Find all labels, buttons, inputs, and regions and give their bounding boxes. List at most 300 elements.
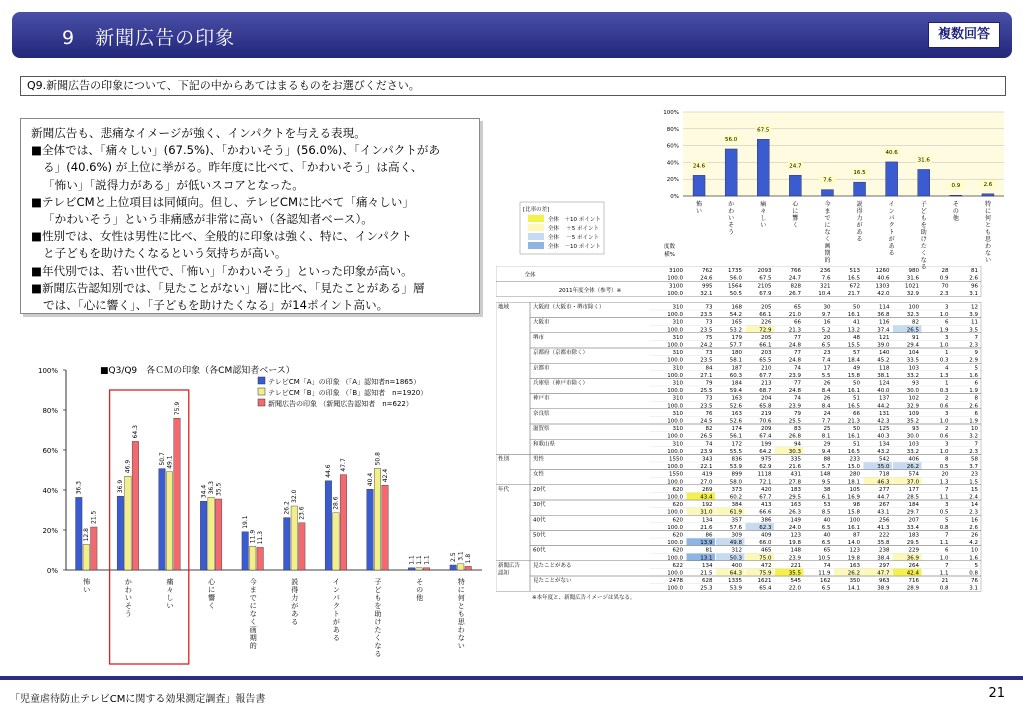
row-base-pct: 100.0 <box>667 570 683 577</box>
count-cell: 6 <box>974 410 978 417</box>
count-cell: 81 <box>971 268 978 275</box>
pct-cell: 13.2 <box>847 327 860 334</box>
row-label: 男性 <box>533 456 545 463</box>
pct-cell: 1.0 <box>939 448 949 455</box>
pct-cell: 21.0 <box>788 312 801 319</box>
pct-cell: 0.3 <box>939 388 949 395</box>
count-cell: 1335 <box>728 578 742 585</box>
count-cell: 134 <box>702 562 713 569</box>
pct-cell: 49.8 <box>729 540 742 547</box>
pct-cell: 11.9 <box>818 570 831 577</box>
data-label: 36.3 <box>75 481 83 495</box>
count-cell: 134 <box>702 517 713 524</box>
pct-cell: 66.1 <box>759 312 772 319</box>
pct-cell: 0.6 <box>939 403 949 410</box>
pct-cell: 30.0 <box>906 388 919 395</box>
count-cell: 66 <box>794 319 801 326</box>
pct-cell: 2.9 <box>969 357 978 364</box>
row-label: 2011年度全体（参考）※ <box>558 287 622 294</box>
count-cell: 1260 <box>875 268 890 275</box>
pct-cell: 53.9 <box>729 585 742 592</box>
count-cell: 121 <box>879 334 890 341</box>
category-label: 怖い <box>83 578 91 594</box>
row-base: 310 <box>672 380 683 387</box>
bar <box>886 162 898 196</box>
bar <box>117 496 124 570</box>
count-cell: 48 <box>853 334 860 341</box>
data-label: 0.9 <box>951 183 961 190</box>
count-cell: 716 <box>908 578 919 585</box>
row-label: 40代 <box>533 517 546 524</box>
summary-line: ■テレビCMと上位項目は同傾向。但し、テレビCMに比べて「痛々しい」 <box>31 194 414 209</box>
row-label: 神戸市 <box>533 395 550 402</box>
count-cell: 899 <box>731 471 742 478</box>
row-base-pct: 100.0 <box>667 388 683 395</box>
bar <box>408 568 415 570</box>
y-tick-label: 40% <box>666 160 679 167</box>
row-base-pct: 100.0 <box>667 555 683 562</box>
chart-title: ■Q3/Q9 各ＣＭの印象（各CM認知者ベース） <box>100 366 295 376</box>
data-label: 36.9 <box>117 479 125 494</box>
count-cell: 280 <box>849 471 860 478</box>
pct-cell: 3.9 <box>969 312 978 319</box>
count-cell: 184 <box>731 380 742 387</box>
y-tick-label: 20% <box>666 177 679 184</box>
pct-cell: 22.1 <box>700 464 713 471</box>
row-base-pct: 100.0 <box>667 464 683 471</box>
data-label: 36.3 <box>207 481 215 495</box>
count-cell: 6 <box>945 547 949 554</box>
count-cell: 357 <box>731 517 742 524</box>
pct-cell: 38.9 <box>877 585 890 592</box>
row-label: 大阪市 <box>533 319 550 326</box>
row-base-pct: 100.0 <box>667 290 683 297</box>
summary-line: ■性別では、女性は男性に比べ、全般的に印象は強く、特に、インパクト <box>31 229 412 244</box>
pct-cell: 5.2 <box>821 327 831 334</box>
cm-comparison-chart <box>20 360 490 672</box>
count-cell: 203 <box>761 350 772 357</box>
pct-cell: 24.2 <box>700 342 713 349</box>
count-cell: 9 <box>974 350 978 357</box>
pct-cell: 67.4 <box>759 433 772 440</box>
bar <box>854 182 866 196</box>
pct-cell: 29.5 <box>906 540 919 547</box>
row-base-pct: 100.0 <box>667 418 683 425</box>
bar <box>789 175 801 196</box>
count-cell: 431 <box>790 471 801 478</box>
count-cell: 65 <box>794 304 801 311</box>
count-cell: 718 <box>879 471 890 478</box>
count-cell: 3 <box>945 334 949 341</box>
count-cell: 163 <box>849 562 860 569</box>
pct-label: 横% <box>664 252 675 258</box>
count-cell: 40 <box>823 532 831 539</box>
row-base: 310 <box>672 410 683 417</box>
data-label: 35.5 <box>215 482 223 496</box>
count-cell: 3 <box>945 441 949 448</box>
pct-cell: 1.0 <box>939 555 949 562</box>
pct-cell: 5.5 <box>821 372 831 379</box>
pct-cell: 3.1 <box>969 290 978 297</box>
data-label: 2.5 <box>449 552 457 562</box>
legend-swatch <box>258 377 265 384</box>
pct-cell: 21.6 <box>788 464 801 471</box>
summary-line: 「怖い」「説得力がある」が低いスコアとなった。 <box>43 177 304 192</box>
count-cell: 177 <box>908 486 919 493</box>
pct-cell: 16.1 <box>847 388 860 395</box>
data-label: 40.4 <box>366 472 374 487</box>
pct-cell: 13.1 <box>700 555 713 562</box>
pct-cell: 43.2 <box>877 448 890 455</box>
row-base: 2478 <box>669 578 683 585</box>
count-cell: 124 <box>879 380 890 387</box>
y-tick-label: 80% <box>42 407 58 415</box>
pct-cell: 8.5 <box>821 509 831 516</box>
pct-cell: 0.3 <box>939 357 949 364</box>
count-cell: 277 <box>879 486 890 493</box>
newspaper-impression-chart <box>490 104 1016 276</box>
count-cell: 16 <box>971 517 978 524</box>
count-cell: 7 <box>945 532 949 539</box>
pct-cell: 0.8 <box>939 585 949 592</box>
pct-cell: 6.1 <box>821 494 831 501</box>
count-cell: 238 <box>879 547 890 554</box>
count-cell: 93 <box>912 426 919 433</box>
category-label: 痛々しい <box>760 201 767 229</box>
pct-cell: 70.6 <box>759 418 772 425</box>
multiple-answer-badge: 複数回答 <box>928 22 1000 48</box>
pct-cell: 52.6 <box>729 418 742 425</box>
row-base-pct: 100.0 <box>667 585 683 592</box>
data-label: 1.8 <box>464 553 472 564</box>
count-cell: 995 <box>702 283 713 290</box>
pct-cell: 57.6 <box>729 524 742 531</box>
pct-cell: 37.0 <box>906 479 919 486</box>
row-base: 310 <box>672 441 683 448</box>
pct-cell: 75.0 <box>759 555 772 562</box>
count-cell: 179 <box>731 334 742 341</box>
pct-cell: 1.3 <box>939 479 949 486</box>
pct-cell: 30.0 <box>906 433 919 440</box>
count-cell: 183 <box>790 486 801 493</box>
pct-cell: 36.9 <box>906 555 919 562</box>
diff-legend-label: 全体 －5 ポイント <box>548 235 599 241</box>
pct-cell: 15.8 <box>847 509 860 516</box>
count-cell: 672 <box>849 283 860 290</box>
count-cell: 267 <box>879 502 890 509</box>
row-base-pct: 100.0 <box>667 479 683 486</box>
pct-cell: 22.0 <box>788 585 801 592</box>
summary-line: 新聞広告も、悲痛なイメージが強く、インパクトを与える表現。 <box>31 126 366 140</box>
count-cell: 50 <box>853 304 860 311</box>
pct-cell: 1.9 <box>939 327 949 334</box>
count-cell: 233 <box>849 456 860 463</box>
count-cell: 1118 <box>757 471 772 478</box>
pct-cell: 2.3 <box>969 448 978 455</box>
summary-line: では、「心に響く」、「子どもを助けたくなる」が14ポイント高い。 <box>43 298 389 313</box>
count-cell: 123 <box>849 547 860 554</box>
pct-cell: 44.2 <box>877 403 890 410</box>
bar <box>423 568 430 570</box>
count-cell: 75 <box>705 334 713 341</box>
group-label: 地域 <box>498 304 510 311</box>
count-cell: 26 <box>823 395 831 402</box>
summary-line: と子どもを助けたくなるという気持ちが高い。 <box>43 246 287 261</box>
count-cell: 21 <box>941 578 949 585</box>
count-cell: 148 <box>790 547 801 554</box>
pct-cell: 24.7 <box>788 275 801 282</box>
category-label: その他 <box>416 578 424 602</box>
count-cell: 165 <box>731 319 742 326</box>
bar <box>416 568 423 570</box>
row-base-pct: 100.0 <box>667 433 683 440</box>
bar <box>91 527 98 570</box>
row-base: 310 <box>672 334 683 341</box>
count-cell: 76 <box>971 578 978 585</box>
pct-cell: 1.1 <box>939 570 949 577</box>
pct-cell: 3.7 <box>969 464 978 471</box>
count-cell: 134 <box>879 441 890 448</box>
count-cell: 413 <box>761 502 772 509</box>
count-cell: 8 <box>945 456 949 463</box>
pct-cell: 2.6 <box>969 403 978 410</box>
summary-line: 「かわいそう」という非痛感が非常に高い（各認知者ベース）。 <box>43 212 373 227</box>
count-cell: 269 <box>702 486 713 493</box>
count-cell: 149 <box>790 517 801 524</box>
pct-cell: 31.0 <box>700 509 713 516</box>
bar <box>693 175 705 196</box>
pct-cell: 0.6 <box>939 433 949 440</box>
count-cell: 103 <box>908 441 919 448</box>
row-label: 京都市 <box>533 365 550 372</box>
pct-cell: 43.4 <box>700 494 713 501</box>
count-cell: 222 <box>879 532 890 539</box>
count-cell: 77 <box>794 334 801 341</box>
pct-cell: 58.0 <box>729 479 742 486</box>
count-cell: 400 <box>731 562 742 569</box>
data-label: 16.5 <box>853 170 866 177</box>
pct-cell: 65.5 <box>759 357 772 364</box>
category-label: 特に何とも思わない <box>984 201 991 264</box>
legend-swatch <box>258 399 265 406</box>
pct-cell: 42.4 <box>906 570 919 577</box>
count-cell: 2105 <box>757 283 772 290</box>
pct-cell: 2.6 <box>969 275 978 282</box>
pct-cell: 37.4 <box>877 327 890 334</box>
pct-cell: 33.2 <box>906 372 919 379</box>
category-label: 説得力がある <box>291 578 299 626</box>
pct-cell: 32.3 <box>906 312 919 319</box>
data-label: 12.8 <box>83 528 91 542</box>
data-label: 46.9 <box>124 459 132 474</box>
pct-cell: 6.5 <box>821 585 831 592</box>
diff-legend-label: 全体 ＋10 ポイント <box>548 217 601 223</box>
pct-cell: 54.2 <box>729 312 742 319</box>
bar <box>249 546 256 570</box>
pct-cell: 16.5 <box>847 275 860 282</box>
count-cell: 74 <box>823 562 831 569</box>
pct-cell: 26.8 <box>788 433 801 440</box>
count-cell: 25 <box>823 426 831 433</box>
pct-cell: 4.2 <box>969 540 978 547</box>
pct-cell: 14.0 <box>847 540 860 547</box>
count-cell: 226 <box>761 319 772 326</box>
bar <box>374 468 381 570</box>
footer-band <box>0 676 1023 680</box>
count-cell: 105 <box>849 486 860 493</box>
count-cell: 210 <box>761 365 772 372</box>
bar <box>159 469 166 570</box>
report-title: 「児童虐待防止テレビCMに関する効果測定調査」報告書 <box>10 694 266 705</box>
pct-cell: 1.6 <box>969 372 978 379</box>
row-label: 大阪府（大阪市・堺市除く） <box>533 304 605 311</box>
pct-cell: 42.0 <box>877 290 890 297</box>
count-cell: 8 <box>974 395 978 402</box>
row-label: 和歌山県 <box>533 441 556 448</box>
count-cell: 209 <box>761 426 772 433</box>
pct-cell: 25.5 <box>788 418 801 425</box>
pct-cell: 15.0 <box>847 464 860 471</box>
bar <box>299 523 306 570</box>
pct-cell: 33.2 <box>906 448 919 455</box>
row-base-pct: 100.0 <box>667 403 683 410</box>
count-cell: 205 <box>761 334 772 341</box>
pct-cell: 26.5 <box>906 327 919 334</box>
count-cell: 73 <box>705 304 713 311</box>
diff-legend-label: 全体 ＋5 ポイント <box>548 226 599 232</box>
data-label: 2.6 <box>983 181 993 188</box>
data-label: 24.7 <box>789 163 802 170</box>
count-cell: 975 <box>761 456 772 463</box>
count-cell: 1021 <box>905 283 919 290</box>
count-cell: 264 <box>908 562 919 569</box>
count-cell: 184 <box>908 502 919 509</box>
count-cell: 50 <box>853 380 860 387</box>
row-base-pct: 100.0 <box>667 312 683 319</box>
diff-legend-swatch <box>528 215 544 222</box>
count-cell: 386 <box>761 517 772 524</box>
count-cell: 74 <box>705 441 713 448</box>
row-base: 622 <box>672 562 683 569</box>
count-cell: 180 <box>731 350 742 357</box>
bar <box>982 194 994 196</box>
count-cell: 350 <box>849 578 860 585</box>
pct-cell: 0.8 <box>969 570 978 577</box>
row-base-pct: 100.0 <box>667 494 683 501</box>
pct-cell: 14.1 <box>847 585 860 592</box>
pct-cell: 1.1 <box>939 494 949 501</box>
pct-cell: 53.9 <box>729 464 742 471</box>
row-label: 60代 <box>533 547 546 554</box>
count-cell: 20 <box>823 334 831 341</box>
row-label: 女性 <box>533 471 545 478</box>
count-cell: 2 <box>945 426 949 433</box>
data-label: 44.6 <box>325 464 333 478</box>
pct-cell: 1.5 <box>969 479 978 486</box>
pct-cell: 19.8 <box>788 540 801 547</box>
category-label: 子どもを助けたくなる <box>374 578 382 658</box>
count-cell: 5 <box>945 517 949 524</box>
pct-cell: 21.7 <box>847 290 860 297</box>
pct-cell: 23.5 <box>700 403 713 410</box>
count-cell: 103 <box>908 365 919 372</box>
bar <box>340 475 347 570</box>
count-cell: 5 <box>974 365 978 372</box>
pct-cell: 26.5 <box>700 433 713 440</box>
table-note: ※本年度と、新聞広告イメージは異なる。 <box>532 595 636 602</box>
pct-cell: 16.9 <box>847 494 860 501</box>
row-base: 1550 <box>669 456 683 463</box>
count-cell: 6 <box>974 380 978 387</box>
count-cell: 513 <box>849 268 860 275</box>
count-cell: 38 <box>823 486 831 493</box>
diff-legend-title: [比率の差] <box>523 207 550 213</box>
pct-cell: 23.9 <box>788 403 801 410</box>
pct-cell: 56.0 <box>729 275 742 282</box>
pct-cell: 7.6 <box>821 275 831 282</box>
category-label: かわいそう <box>728 201 735 236</box>
y-tick-label: 60% <box>42 447 58 455</box>
group-label: 性別 <box>498 456 510 463</box>
count-cell: 163 <box>790 502 801 509</box>
pct-cell: 23.9 <box>700 448 713 455</box>
count-cell: 74 <box>794 395 801 402</box>
row-base-pct: 100.0 <box>667 540 683 547</box>
y-tick-label: 20% <box>42 527 58 535</box>
row-base-pct: 100.0 <box>667 448 683 455</box>
pct-cell: 35.8 <box>877 540 890 547</box>
count-cell: 57 <box>853 350 860 357</box>
data-label: 11.3 <box>256 531 264 545</box>
count-cell: 79 <box>794 410 801 417</box>
pct-cell: 72.9 <box>759 327 772 334</box>
pct-cell: 16.1 <box>847 524 860 531</box>
row-base: 620 <box>672 532 683 539</box>
count-cell: 172 <box>731 441 742 448</box>
pct-cell: 23.5 <box>700 312 713 319</box>
pct-cell: 60.2 <box>729 494 742 501</box>
pct-cell: 25.5 <box>700 388 713 395</box>
count-cell: 77 <box>794 380 801 387</box>
bar <box>367 489 374 570</box>
pct-cell: 8.4 <box>821 388 831 395</box>
count-cell: 100 <box>908 304 919 311</box>
count-cell: 545 <box>790 578 801 585</box>
row-base: 310 <box>672 350 683 357</box>
pct-cell: 66.6 <box>759 509 772 516</box>
count-cell: 23 <box>823 350 831 357</box>
count-cell: 406 <box>908 456 919 463</box>
data-label: 1.1 <box>423 555 431 565</box>
summary-line: る」(40.6%) が上位に挙がる。昨年度に比べて、「かわいそう」は高く、 <box>43 160 423 175</box>
row-base-pct: 100.0 <box>667 524 683 531</box>
y-tick-label: 0% <box>670 194 679 200</box>
count-cell: 207 <box>908 517 919 524</box>
pct-cell: 18.4 <box>847 357 860 364</box>
count-cell: 74 <box>794 365 801 372</box>
legend-label: テレビCM「A」の印象 （「A」認知者n=1865） <box>268 378 421 386</box>
count-cell: 6 <box>945 319 949 326</box>
count-cell: 100 <box>849 517 860 524</box>
count-cell: 321 <box>820 283 831 290</box>
pct-cell: 52.6 <box>729 403 742 410</box>
question-text: Q9.新聞広告の印象について、下記の中からあてはまるものをお選びください。 <box>20 76 1006 96</box>
data-label: 24.6 <box>692 163 706 170</box>
count-cell: 140 <box>879 350 890 357</box>
row-label: 見たことがない <box>533 578 572 585</box>
pct-cell: 16.1 <box>847 312 860 319</box>
row-base-pct: 100.0 <box>667 342 683 349</box>
